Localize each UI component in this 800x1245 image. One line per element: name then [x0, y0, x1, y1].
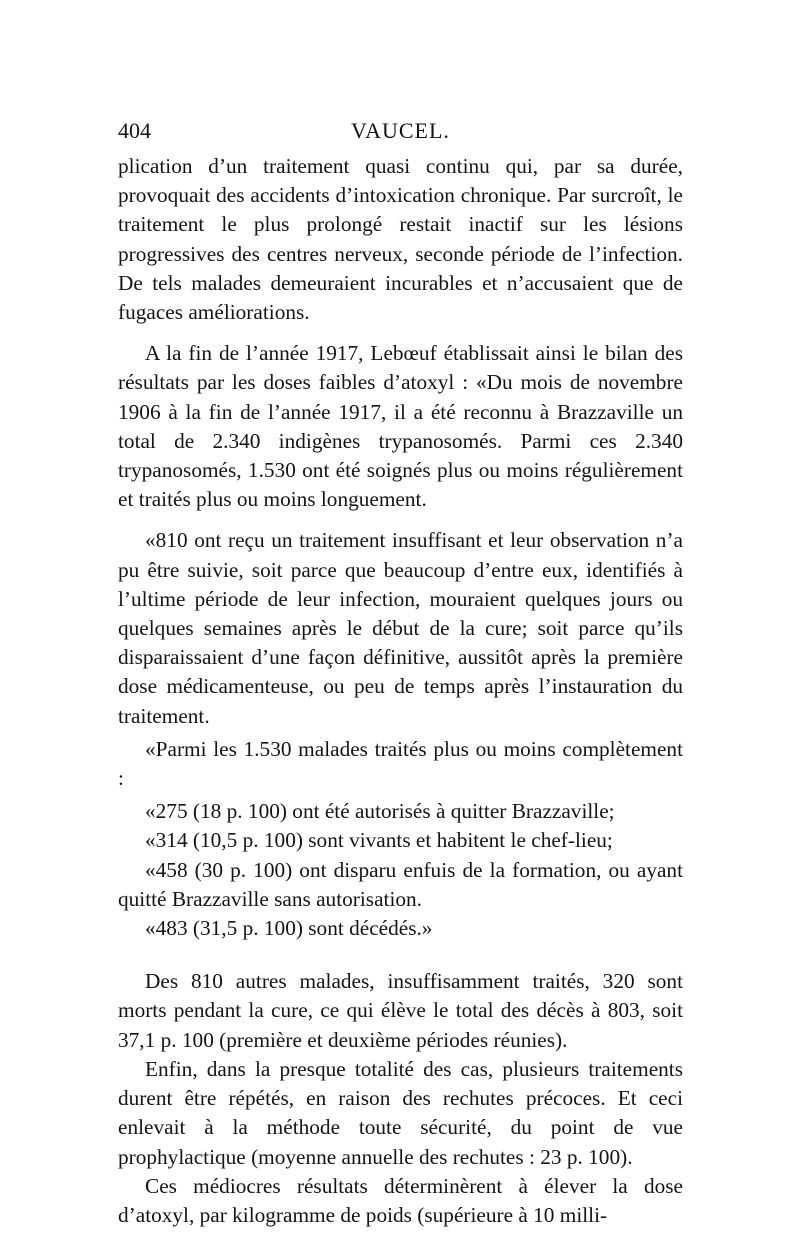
list-item-458: «458 (30 p. 100) ont disparu enfuis de la formation, ou ayant quitté Brazzaville sans autorisation.	[118, 857, 683, 911]
paragraph-bilan: A la fin de l’année 1917, Lebœuf établissait ainsi le bilan des résultats par les doses faibles d’atoxyl : «Du mois de novembre 1906 à la fin de l’année 1917, il a été reconnu à Brazzaville un total de 2.340 indigènes trypanosomés. Parmi ces 2.340 trypanosomés, 1.530 ont été soignés plus ou moins régulièrement et traités plus ou moins longuement.	[118, 341, 683, 512]
page-number: 404	[118, 118, 151, 143]
paragraph-810-quote: «810 ont reçu un traitement insuffisant et leur observation n’a pu être suivie, soit parce que beaucoup d’entre eux, identifiés à l’ultime période de leur infection, mouraient quelques jours ou quelques semaines après le début de la cure; soit parce qu’ils disparaissaient d’une façon définitive, aussitôt après la première dose médicamenteuse, ou peu de temps après l’instauration du traitement.	[118, 528, 683, 728]
paragraph-continued: plication d’un traitement quasi continu qui, par sa durée, provoquait des accidents d’intoxication chronique. Par surcroît, le traitement le plus prolongé restait inactif sur les lésions progressives des centres nerveux, seconde période de l’infection. De tels malades demeuraient incurables et n’accusaient que de fugaces améliorations.	[118, 154, 683, 325]
paragraph-deaths-total: Des 810 autres malades, insuffisamment traités, 320 sont morts pendant la cure, ce qui élève le total des décès à 803, soit 37,1 p. 100 (première et deuxième périodes réunies).	[118, 969, 683, 1052]
paragraph-1530-quote: «Parmi les 1.530 malades traités plus ou moins complètement :	[118, 736, 683, 791]
page-body	[118, 152, 683, 1230]
list-item-314: «314 (10,5 p. 100) sont vivants et habitent le chef-lieu;	[145, 828, 613, 853]
list-item-275: «275 (18 p. 100) ont été autorisés à quitter Brazzaville;	[145, 799, 615, 824]
paragraph-dose-increase: Ces médiocres résultats déterminèrent à élever la dose d’atoxyl, par kilogramme de poids (supérieure à 10 milli-	[118, 1173, 683, 1227]
running-title: VAUCEL.	[351, 118, 450, 143]
paragraph-relapses: Enfin, dans la presque totalité des cas, plusieurs traitements durent être répétés, en raison des rechutes précoces. Et ceci enlevait à la méthode toute sécurité, du point de vue prophylactique (moyenne annuelle des rechutes : 23 p. 100).	[118, 1056, 683, 1169]
page-header	[118, 118, 683, 148]
list-item-483: «483 (31,5 p. 100) sont décédés.»	[145, 916, 433, 941]
